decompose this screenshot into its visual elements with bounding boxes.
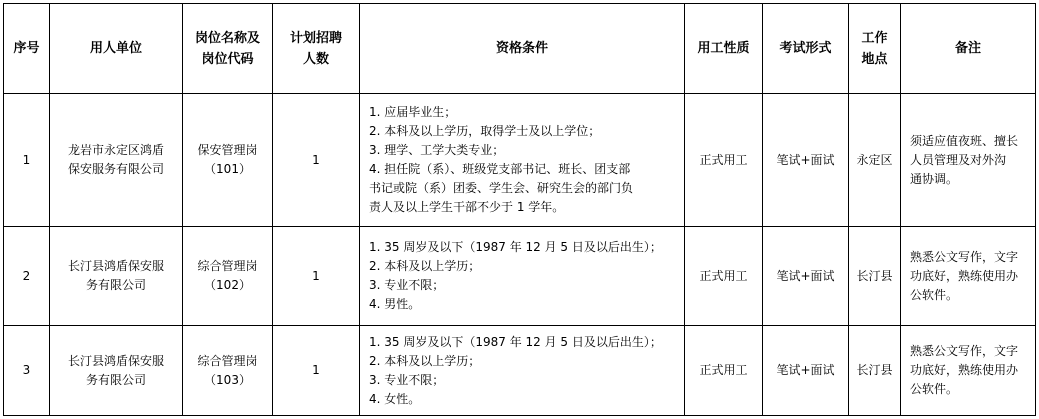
table-row	[4, 94, 1036, 227]
remarks-line: 人员管理及对外沟	[910, 152, 1007, 167]
header-quota-line1: 计划招聘	[289, 30, 342, 46]
header-quota	[273, 4, 360, 94]
qualification-line: 4. 男性。	[369, 297, 421, 311]
remarks-line: 通协调。	[910, 171, 959, 186]
header-exam-type: 考试形式	[763, 4, 849, 94]
position-cell	[183, 326, 273, 416]
qualification-line: 3. 理学、工学大类专业；	[369, 143, 505, 157]
position-code: （103）	[204, 372, 251, 387]
header-position	[183, 4, 273, 94]
employment-type-cell: 正式用工	[685, 326, 763, 416]
position-code: （102）	[204, 278, 251, 292]
qualification-line: 2. 本科及以上学历；	[369, 259, 481, 273]
position-cell	[183, 94, 273, 227]
table-row	[4, 326, 1036, 416]
employer-line: 龙岩市永定区鸿盾	[67, 143, 164, 157]
employer-line: 长汀县鸿盾保安服	[67, 259, 164, 273]
qualification-line: 1. 应届毕业生；	[369, 105, 457, 119]
position-name: 综合管理岗	[197, 259, 258, 273]
qualification-line: 3. 专业不限；	[369, 372, 445, 387]
position-code: （101）	[204, 162, 251, 176]
location-cell: 长汀县	[849, 326, 901, 416]
qualification-line: 1. 35 周岁及以下（1987 年 12 月 5 日及以后出生）；	[369, 240, 662, 254]
exam-type-cell: 笔试+面试	[763, 94, 849, 227]
remarks-line: 功底好，熟练使用办	[910, 268, 1019, 283]
qualifications-cell	[360, 227, 685, 326]
quota-cell: 1	[273, 94, 360, 227]
header-position-line2: 岗位代码	[201, 51, 254, 67]
employer-line: 保安服务有限公司	[67, 162, 164, 176]
header-location	[849, 4, 901, 94]
employer-line: 务有限公司	[85, 372, 146, 387]
header-employment-type: 用工性质	[685, 4, 763, 94]
remarks-line: 熟悉公文写作，文字	[910, 249, 1019, 264]
remarks-cell	[901, 94, 1036, 227]
qualifications-cell	[360, 94, 685, 227]
qualification-line: 3. 专业不限；	[369, 278, 445, 292]
exam-type-cell: 笔试+面试	[763, 227, 849, 326]
employer-cell	[50, 227, 183, 326]
employment-type-cell: 正式用工	[685, 227, 763, 326]
header-seq: 序号	[4, 4, 50, 94]
header-location-line2: 地点	[861, 51, 888, 67]
seq-cell: 3	[4, 326, 50, 416]
header-row	[4, 4, 1036, 94]
employer-line: 长汀县鸿盾保安服	[67, 353, 164, 368]
header-qualifications: 资格条件	[360, 4, 685, 94]
header-remarks: 备注	[901, 4, 1036, 94]
exam-type-cell: 笔试+面试	[763, 326, 849, 416]
location-cell: 永定区	[849, 94, 901, 227]
qualifications-cell	[360, 326, 685, 416]
qualification-line: 书记或院（系）团委、学生会、研究生会的部门负	[369, 181, 634, 195]
remarks-cell	[901, 227, 1036, 326]
recruitment-table	[3, 3, 1036, 416]
header-location-line1: 工作	[861, 30, 888, 46]
remarks-cell	[901, 326, 1036, 416]
position-name: 保安管理岗	[197, 143, 258, 157]
quota-cell: 1	[273, 326, 360, 416]
employer-line: 务有限公司	[85, 278, 146, 292]
location-cell: 长汀县	[849, 227, 901, 326]
remarks-line: 熟悉公文写作，文字	[910, 344, 1019, 358]
position-cell	[183, 227, 273, 326]
employment-type-cell: 正式用工	[685, 94, 763, 227]
employer-cell	[50, 94, 183, 227]
header-employer: 用人单位	[50, 4, 183, 94]
remarks-line: 公软件。	[910, 287, 959, 302]
remarks-line: 功底好，熟练使用办	[910, 363, 1019, 377]
qualification-line: 责人及以上学生干部不少于 1 学年。	[369, 200, 565, 214]
seq-cell: 2	[4, 227, 50, 326]
qualification-line: 4. 担任院（系）、班级党支部书记、班长、团支部	[369, 162, 631, 176]
qualification-line: 2. 本科及以上学历；	[369, 353, 481, 368]
header-quota-line2: 人数	[302, 51, 329, 67]
qualification-line: 4. 女性。	[369, 391, 421, 406]
position-name: 综合管理岗	[197, 353, 258, 368]
qualification-line: 1. 35 周岁及以下（1987 年 12 月 5 日及以后出生）；	[369, 334, 662, 349]
quota-cell: 1	[273, 227, 360, 326]
header-position-line1: 岗位名称及	[194, 30, 260, 46]
remarks-line: 须适应值夜班、擅长	[910, 133, 1019, 148]
remarks-line: 公软件。	[910, 382, 959, 396]
qualification-line: 2. 本科及以上学历，取得学士及以上学位；	[369, 124, 601, 138]
employer-cell	[50, 326, 183, 416]
seq-cell: 1	[4, 94, 50, 227]
table-row	[4, 227, 1036, 326]
